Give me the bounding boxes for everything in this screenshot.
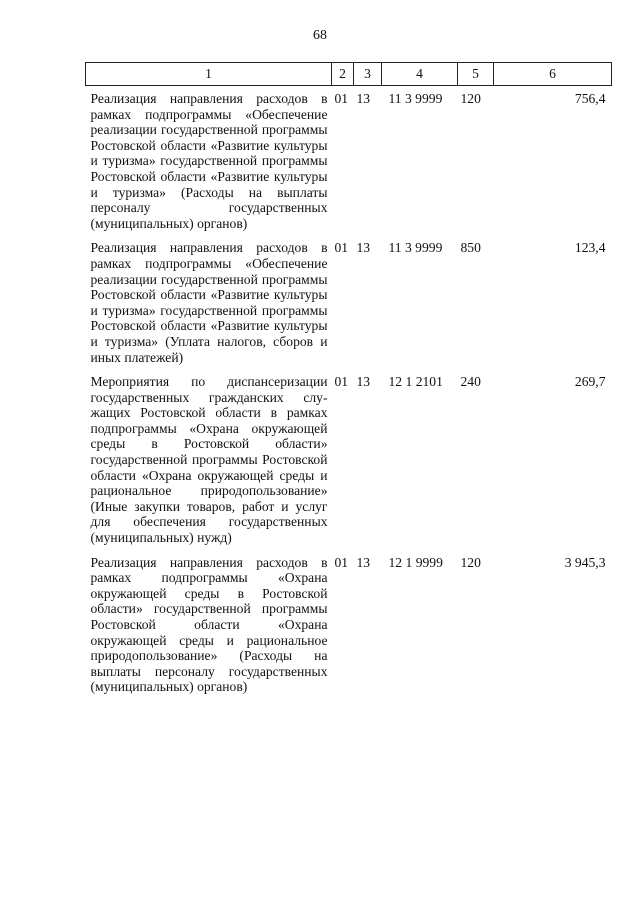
- header-col-4: 4: [382, 63, 458, 86]
- budget-table: [85, 62, 612, 699]
- header-row: [86, 63, 612, 86]
- row-expense-type: 240: [460, 374, 481, 390]
- header-col-6: 6: [494, 63, 612, 86]
- row-expense-type: 120: [460, 554, 481, 570]
- row-target-code: 12 1 2101: [388, 374, 443, 390]
- table-row: [86, 369, 612, 550]
- table-row: [86, 86, 612, 236]
- header-col-2: 2: [332, 63, 354, 86]
- row-description: Реализация направления расходов в рамках подпрограммы «Охрана окружающей среды в Ростовской области» государственной программы Ростовской области «Охрана окружающей среды и рациональное природопользование» (Расходы на выплаты персоналу государственных (муниципальных) органов): [90, 554, 328, 695]
- row-amount: 269,7: [574, 374, 606, 390]
- row-expense-type: 120: [460, 91, 481, 106]
- row-subsection-code: 13: [356, 240, 371, 256]
- row-target-code: 11 3 9999: [388, 240, 443, 256]
- row-subsection-code: 13: [356, 374, 371, 390]
- header-col-3: 3: [354, 63, 382, 86]
- row-section-code: 01: [334, 91, 349, 106]
- row-subsection-code: 13: [356, 91, 371, 106]
- row-amount: 123,4: [574, 240, 606, 256]
- table-row: [86, 235, 612, 369]
- row-target-code: 12 1 9999: [388, 554, 443, 570]
- row-amount: 756,4: [574, 91, 606, 106]
- row-description: Мероприятия по диспансеризации государственных гражданских служащих Ростовской области в рамках подпрограммы «Охрана окружающей среды в Ростовской области» государственной программы Ростовской области «Охрана окружающей среды и рациональное природопользование» (Иные закупки товаров, работ и услуг для обеспечения государственных (муниципальных) нужд): [90, 374, 328, 546]
- row-subsection-code: 13: [356, 554, 371, 570]
- row-target-code: 11 3 9999: [388, 91, 443, 106]
- row-description: Реализация направления расходов в рамках подпрограммы «Обеспечение реализации государственной программы Ростовской области «Развитие культуры и туризма» государственной программы Ростовской области «Развитие культуры и туризма» (Уплата налогов, сборов и иных платежей): [90, 240, 328, 365]
- row-section-code: 01: [334, 240, 349, 256]
- row-section-code: 01: [334, 374, 349, 390]
- table-row: [86, 550, 612, 699]
- page-number: 68: [313, 28, 327, 43]
- row-expense-type: 850: [460, 240, 481, 256]
- row-description: Реализация направления расходов в рамках подпрограммы «Обеспечение реализации государственной программы Ростовской области «Развитие культуры и туризма» государственной программы Ростовской области «Развитие культуры и туризма» (Расходы на выплаты персоналу государственных (муниципальных) органов): [90, 91, 328, 231]
- header-col-5: 5: [458, 63, 494, 86]
- row-amount: 3 945,3: [564, 554, 606, 570]
- header-col-1: 1: [86, 63, 332, 86]
- row-section-code: 01: [334, 554, 349, 570]
